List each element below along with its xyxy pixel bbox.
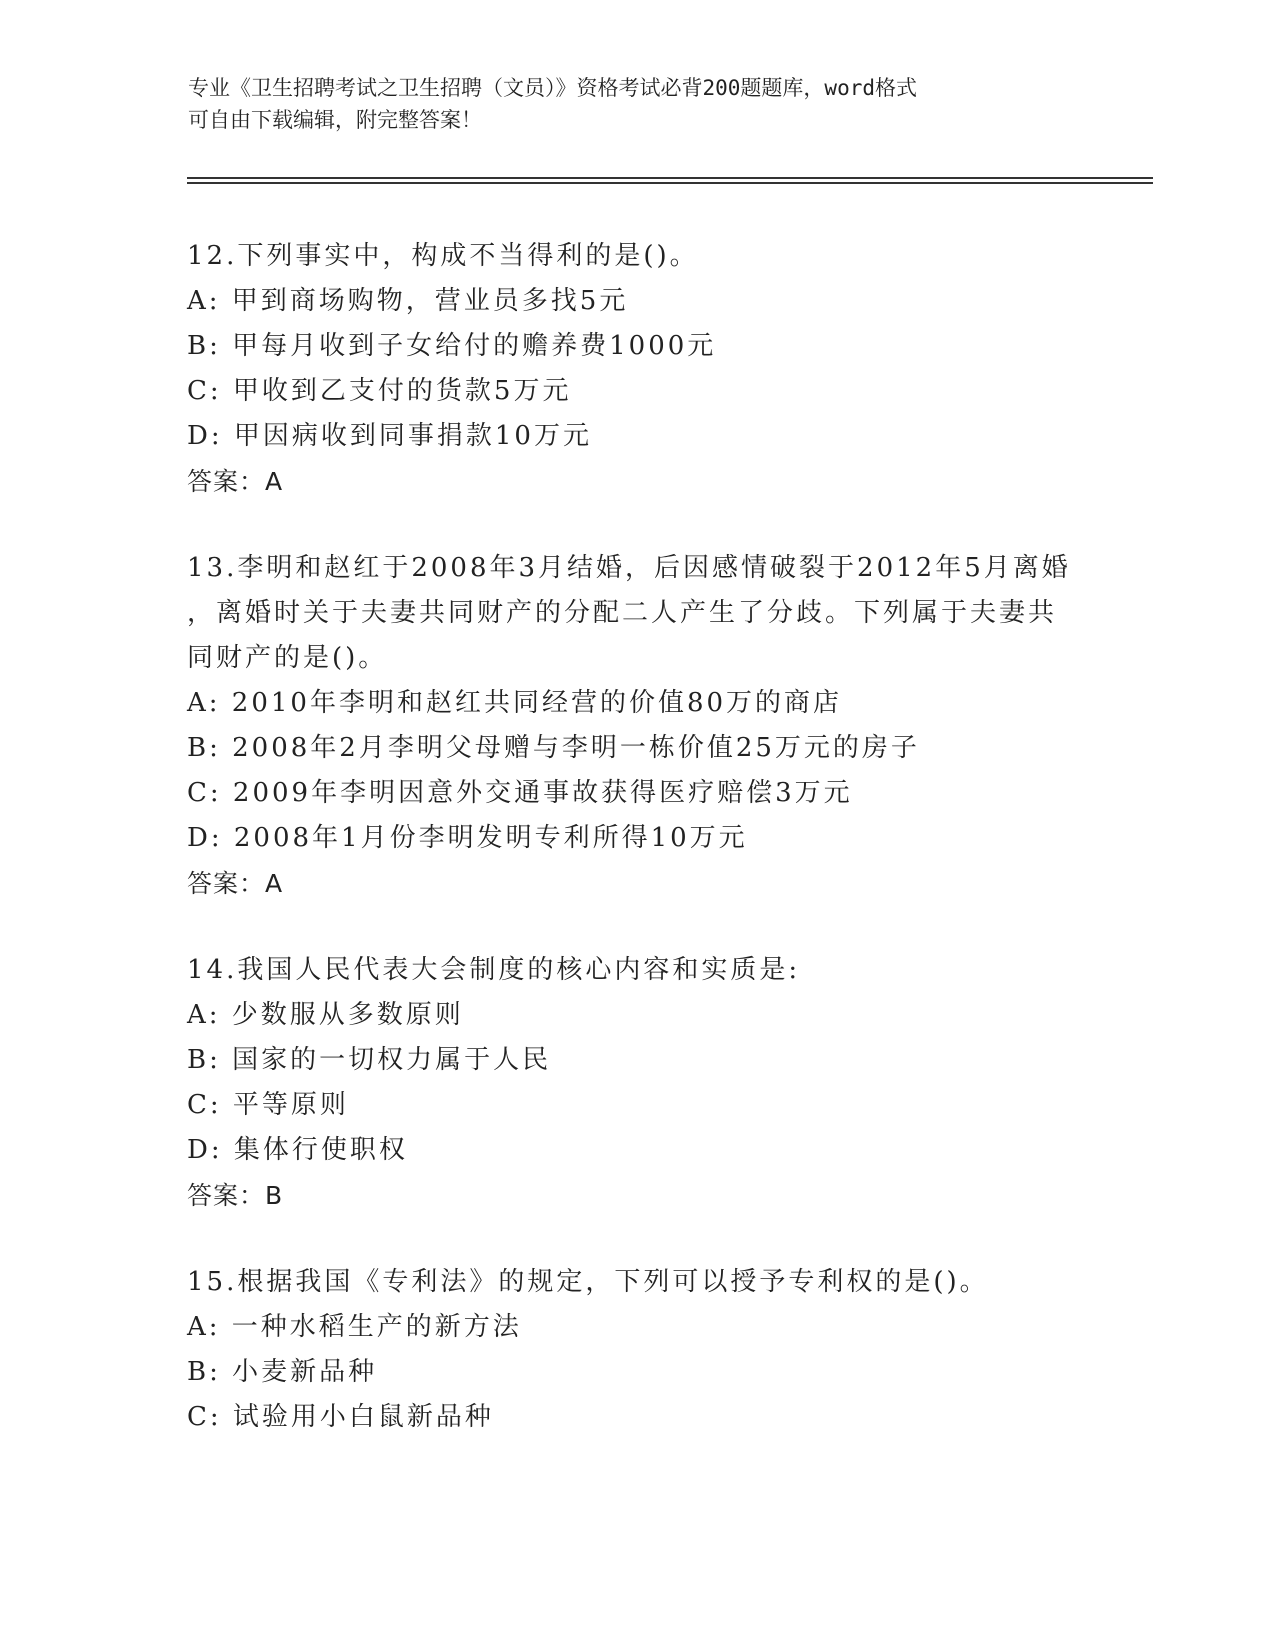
header-line-2: 可自由下载编辑，附完整答案！ bbox=[188, 108, 482, 132]
question-text-continued: 同财产的是()。 bbox=[187, 643, 388, 673]
answer-label: 答案：A bbox=[187, 869, 284, 898]
question-list bbox=[187, 234, 1087, 1482]
option-a: A: 少数服从多数原则 bbox=[187, 1000, 464, 1030]
question-14 bbox=[187, 948, 1087, 1218]
option-b: B: 2008年2月李明父母赠与李明一栋价值25万元的房子 bbox=[187, 733, 920, 763]
option-b: B: 甲每月收到子女给付的赡养费1000元 bbox=[187, 331, 717, 361]
header-divider-bottom bbox=[187, 182, 1153, 184]
option-d: D: 甲因病收到同事捐款10万元 bbox=[187, 421, 592, 451]
question-text: 15.根据我国《专利法》的规定，下列可以授予专利权的是()。 bbox=[187, 1267, 989, 1297]
option-a: A: 2010年李明和赵红共同经营的价值80万的商店 bbox=[187, 688, 843, 718]
option-c: C: 2009年李明因意外交通事故获得医疗赔偿3万元 bbox=[187, 778, 853, 808]
answer-label: 答案：A bbox=[187, 467, 284, 496]
option-a: A: 一种水稻生产的新方法 bbox=[187, 1312, 522, 1342]
option-a: A: 甲到商场购物，营业员多找5元 bbox=[187, 286, 629, 316]
option-c: C: 甲收到乙支付的货款5万元 bbox=[187, 376, 572, 406]
option-d: D: 2008年1月份李明发明专利所得10万元 bbox=[187, 823, 748, 853]
answer-label: 答案：B bbox=[187, 1181, 284, 1210]
question-text: 12.下列事实中，构成不当得利的是()。 bbox=[187, 241, 699, 271]
header-divider-top bbox=[187, 177, 1153, 179]
question-13 bbox=[187, 546, 1087, 906]
header-line-1: 专业《卫生招聘考试之卫生招聘（文员）》资格考试必背200题题库，word格式 bbox=[188, 76, 917, 100]
question-text-continued: ，离婚时关于夫妻共同财产的分配二人产生了分歧。下列属于夫妻共 bbox=[187, 598, 1058, 628]
option-b: B: 国家的一切权力属于人民 bbox=[187, 1045, 552, 1075]
option-c: C: 试验用小白鼠新品种 bbox=[187, 1402, 494, 1432]
question-15 bbox=[187, 1260, 1087, 1440]
option-b: B: 小麦新品种 bbox=[187, 1357, 378, 1387]
option-d: D: 集体行使职权 bbox=[187, 1135, 408, 1165]
question-text: 14.我国人民代表大会制度的核心内容和实质是: bbox=[187, 955, 801, 985]
option-c: C: 平等原则 bbox=[187, 1090, 349, 1120]
question-text: 13.李明和赵红于2008年3月结婚，后因感情破裂于2012年5月离婚 bbox=[187, 553, 1071, 583]
document-header bbox=[188, 72, 1088, 136]
question-12 bbox=[187, 234, 1087, 504]
